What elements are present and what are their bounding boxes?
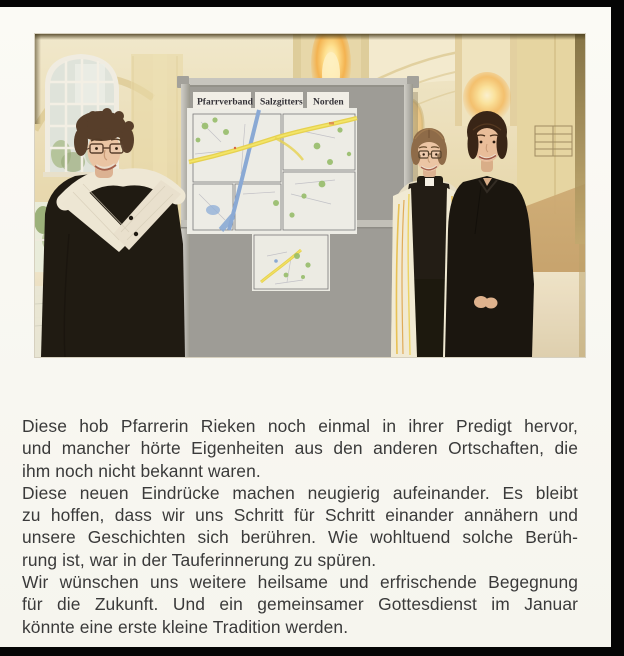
text-line: Diese hob Pfarrerin Rieken noch einmal in ihrer Predigt hervor, (22, 416, 578, 436)
photo-scene (35, 34, 585, 357)
board-label-salzgitters: Salzgitters (260, 97, 303, 108)
text-line: Wir wünschen uns weitere heilsame und erfrischende Begegnung (22, 572, 578, 593)
text-line: und mancher hörte Eigenheiten aus den anderen Ortschaften, die (22, 438, 578, 459)
warm-tint-overlay (35, 34, 585, 357)
article-text (22, 415, 578, 638)
text-line: ihm noch nicht bekannt waren. (22, 460, 261, 481)
text-line: für die Zukunft. Und ein gemeinsamer Gottesdienst im Januar (22, 594, 578, 615)
text-line: Diese neuen Eindrücke machen neugierig aufeinander. Es bleibt (22, 482, 578, 503)
text-line: könnte eine erste kleine Tradition werden. (22, 616, 349, 637)
text-line: rung ist, war in der Tauferinnerung zu spüren. (22, 549, 377, 570)
page-paper (0, 7, 611, 647)
text-line: zu hoffen, dass wir uns Schritt für Schritt einander annähern und (22, 505, 578, 526)
board-label-pfarrverband: Pfarrverband (197, 97, 253, 108)
text-line: unsere Geschichten sich berühren. Wie wohltuend solche Berüh- (22, 527, 578, 548)
board-label-norden: Norden (313, 97, 344, 108)
group-photo (35, 34, 585, 357)
